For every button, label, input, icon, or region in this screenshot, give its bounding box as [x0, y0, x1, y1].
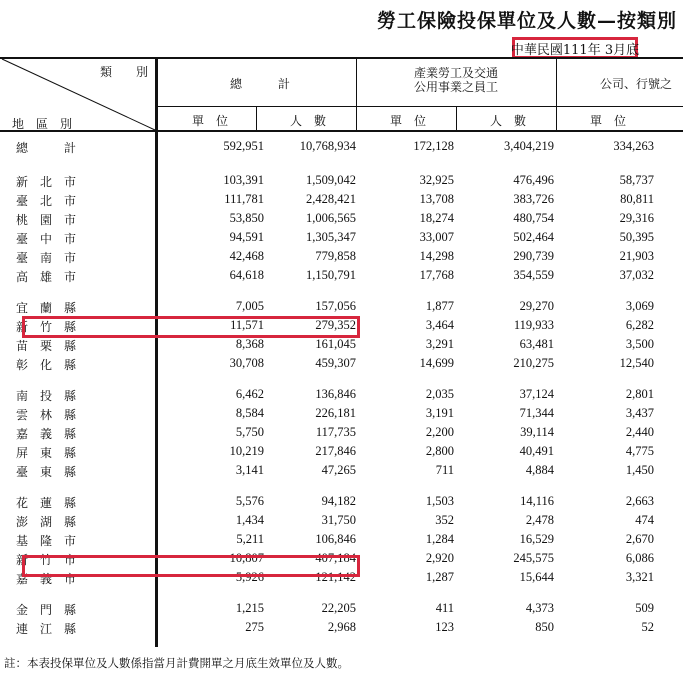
- table-cell: 157,056: [315, 299, 356, 313]
- table-cell: 10,807: [229, 551, 264, 565]
- table-cell: 334,263: [613, 139, 654, 153]
- table-cell: 383,726: [513, 192, 554, 206]
- sub-header-persons: 人 數: [290, 114, 327, 128]
- table-cell: 52: [641, 620, 654, 634]
- table-cell: 2,200: [425, 425, 454, 439]
- table-cell: 53,850: [229, 211, 264, 225]
- table-row: [0, 492, 683, 511]
- table-cell: 94,182: [321, 494, 356, 508]
- table-cell: 352: [435, 513, 454, 527]
- table-cell: 2,670: [625, 532, 654, 546]
- table-cell: 1,434: [235, 513, 264, 527]
- table-cell: 4,373: [525, 601, 554, 615]
- table-cell: 13,708: [419, 192, 454, 206]
- table-cell: 3,500: [625, 337, 654, 351]
- region-label: 臺 東 縣: [16, 465, 77, 479]
- table-cell: 275: [245, 620, 264, 634]
- table-cell: 3,191: [425, 406, 454, 420]
- table-cell: 2,035: [425, 387, 454, 401]
- table-cell: 2,478: [525, 513, 554, 527]
- table-cell: 476,496: [513, 173, 554, 187]
- col-divider: [556, 57, 557, 132]
- table-cell: 14,699: [419, 356, 454, 370]
- table-row: [0, 354, 683, 373]
- region-label: 澎 湖 縣: [16, 515, 77, 529]
- table-cell: 14,116: [520, 494, 554, 508]
- table-cell: 1,215: [235, 601, 264, 615]
- table-cell: 5,576: [235, 494, 264, 508]
- table-cell: 354,559: [513, 268, 554, 282]
- table-cell: 3,321: [625, 570, 654, 584]
- region-label: 臺 南 市: [16, 251, 77, 265]
- table-cell: 63,481: [519, 337, 554, 351]
- table-cell: 117,735: [315, 425, 356, 439]
- table-row: [0, 385, 683, 404]
- table-cell: 7,005: [235, 299, 264, 313]
- table-cell: 161,045: [315, 337, 356, 351]
- table-row: [0, 266, 683, 285]
- table-cell: 10,219: [229, 444, 264, 458]
- table-cell: 8,368: [235, 337, 264, 351]
- table-cell: 1,877: [425, 299, 454, 313]
- table-cell: 21,903: [619, 249, 654, 263]
- table-cell: 779,858: [315, 249, 356, 263]
- table-cell: 1,509,042: [306, 173, 356, 187]
- table-cell: 2,800: [425, 444, 454, 458]
- table-cell: 39,114: [520, 425, 554, 439]
- table-cell: 502,464: [513, 230, 554, 244]
- table-cell: 3,291: [425, 337, 454, 351]
- table-row: [0, 247, 683, 266]
- table-cell: 64,618: [229, 268, 264, 282]
- table-cell: 17,768: [419, 268, 454, 282]
- table-cell: 10,768,934: [299, 139, 356, 153]
- region-label: 臺 北 市: [16, 194, 77, 208]
- table-cell: 711: [435, 463, 454, 477]
- table-cell: 29,316: [619, 211, 654, 225]
- region-label: 高 雄 市: [16, 270, 77, 284]
- table-cell: 22,205: [321, 601, 356, 615]
- table-cell: 6,282: [625, 318, 654, 332]
- table-row: [0, 442, 683, 461]
- table-cell: 2,428,421: [306, 192, 356, 206]
- table-cell: 1,503: [425, 494, 454, 508]
- table-row: [0, 423, 683, 442]
- table-cell: 3,404,219: [504, 139, 554, 153]
- table-cell: 31,750: [321, 513, 356, 527]
- table-cell: 5,750: [235, 425, 264, 439]
- table-cell: 37,124: [519, 387, 554, 401]
- page-title: 勞工保險投保單位及人數—按類別: [376, 10, 677, 32]
- region-label: 嘉 義 縣: [16, 427, 77, 441]
- table-cell: 592,951: [223, 139, 264, 153]
- table-cell: 94,591: [229, 230, 264, 244]
- table-cell: 40,491: [519, 444, 554, 458]
- table-cell: 15,644: [519, 570, 554, 584]
- table-cell: 509: [635, 601, 654, 615]
- table-cell: 1,150,791: [306, 268, 356, 282]
- table-cell: 459,307: [315, 356, 356, 370]
- table-row: [0, 190, 683, 209]
- highlight-hsinchu-county: [22, 316, 360, 338]
- table-cell: 121,142: [315, 570, 356, 584]
- table-cell: 411: [435, 601, 454, 615]
- table-cell: 172,128: [413, 139, 454, 153]
- table-cell: 210,275: [513, 356, 554, 370]
- table-cell: 58,737: [619, 173, 654, 187]
- table-cell: 33,007: [419, 230, 454, 244]
- table-cell: 42,468: [229, 249, 264, 263]
- sub-header-persons: 人 數: [490, 114, 527, 128]
- table-row: [0, 228, 683, 247]
- table-cell: 3,069: [625, 299, 654, 313]
- region-label: 宜 蘭 縣: [16, 301, 77, 315]
- table-cell: 111,781: [224, 192, 264, 206]
- table-row: [0, 461, 683, 480]
- group-header-company: 公司、行號之: [600, 77, 673, 91]
- table-cell: 6,462: [235, 387, 264, 401]
- sub-header-units: 單 位: [390, 114, 427, 128]
- table-row: [0, 137, 683, 156]
- table-cell: 1,006,565: [306, 211, 356, 225]
- table-cell: 1,284: [425, 532, 454, 546]
- table-cell: 8,584: [235, 406, 264, 420]
- table-cell: 279,352: [315, 318, 356, 332]
- table-row: [0, 511, 683, 530]
- region-label: 金 門 縣: [16, 603, 77, 617]
- sub-header-units: 單 位: [590, 114, 627, 128]
- table-cell: 1,305,347: [306, 230, 356, 244]
- region-label: 彰 化 縣: [16, 358, 77, 372]
- table-cell: 5,926: [235, 570, 264, 584]
- table-cell: 136,846: [315, 387, 356, 401]
- table-cell: 226,181: [315, 406, 356, 420]
- table-cell: 106,846: [315, 532, 356, 546]
- region-label: 花 蓮 縣: [16, 496, 77, 510]
- table-cell: 103,391: [223, 173, 264, 187]
- table-cell: 1,287: [425, 570, 454, 584]
- region-label: 臺 中 市: [16, 232, 77, 246]
- table-cell: 29,270: [519, 299, 554, 313]
- table-row: [0, 530, 683, 549]
- table-row: [0, 171, 683, 190]
- table-cell: 30,708: [229, 356, 264, 370]
- table-cell: 4,775: [625, 444, 654, 458]
- table-cell: 12,540: [619, 356, 654, 370]
- region-header: 地 區 別: [12, 117, 73, 131]
- table-cell: 80,811: [620, 192, 654, 206]
- table-cell: 16,529: [519, 532, 554, 546]
- date-label: 中華民國111年 3月底: [512, 37, 638, 59]
- sub-header-units: 單 位: [192, 114, 229, 128]
- table-cell: 3,141: [235, 463, 264, 477]
- region-label: 新 竹 縣: [16, 320, 77, 334]
- table-row: [0, 599, 683, 618]
- region-label: 總 計: [16, 141, 77, 155]
- table-cell: 123: [435, 620, 454, 634]
- table-cell: 480,754: [513, 211, 554, 225]
- region-label: 桃 園 市: [16, 213, 77, 227]
- table-row: [0, 209, 683, 228]
- col-divider: [256, 106, 257, 132]
- table-row: [0, 618, 683, 637]
- table-cell: 4,884: [525, 463, 554, 477]
- table-cell: 3,437: [625, 406, 654, 420]
- group-header-industrial: 產業勞工及交通 公用事業之員工: [414, 66, 499, 94]
- table-row: [0, 404, 683, 423]
- table-cell: 3,464: [425, 318, 454, 332]
- highlight-hsinchu-city: [22, 555, 360, 577]
- footnote: 註：本表投保單位及人數係指當月計費開單之月底生效單位及人數。: [4, 656, 349, 670]
- table-cell: 1,450: [625, 463, 654, 477]
- table-cell: 5,211: [236, 532, 264, 546]
- region-label: 新 竹 市: [16, 553, 77, 567]
- region-label: 嘉 義 市: [16, 572, 77, 586]
- table-cell: 11,571: [230, 318, 264, 332]
- table-cell: 6,086: [625, 551, 654, 565]
- group-header-total: 總 計: [230, 77, 291, 91]
- region-label: 連 江 縣: [16, 622, 77, 636]
- col-divider: [456, 106, 457, 132]
- region-label: 苗 栗 縣: [16, 339, 77, 353]
- table-cell: 474: [635, 513, 654, 527]
- region-label: 新 北 市: [16, 175, 77, 189]
- category-header: 類 別: [100, 65, 149, 79]
- table-cell: 2,801: [625, 387, 654, 401]
- table-cell: 37,032: [619, 268, 654, 282]
- table-cell: 245,575: [513, 551, 554, 565]
- table-cell: 290,739: [513, 249, 554, 263]
- table-cell: 2,440: [625, 425, 654, 439]
- region-label: 雲 林 縣: [16, 408, 77, 422]
- table-cell: 2,968: [327, 620, 356, 634]
- region-label: 南 投 縣: [16, 389, 77, 403]
- table-cell: 2,920: [425, 551, 454, 565]
- table-cell: 14,298: [419, 249, 454, 263]
- table-row: [0, 297, 683, 316]
- region-label: 屏 東 縣: [16, 446, 77, 460]
- header-mid-rule: [155, 106, 683, 107]
- table-cell: 32,925: [419, 173, 454, 187]
- table-cell: 407,184: [315, 551, 356, 565]
- col-divider: [356, 57, 357, 132]
- region-label: 基 隆 市: [16, 534, 77, 548]
- table-cell: 50,395: [619, 230, 654, 244]
- table-cell: 217,846: [315, 444, 356, 458]
- table-cell: 47,265: [321, 463, 356, 477]
- table-cell: 71,344: [519, 406, 554, 420]
- table-cell: 2,663: [625, 494, 654, 508]
- table-cell: 18,274: [419, 211, 454, 225]
- table-cell: 850: [535, 620, 554, 634]
- table-cell: 119,933: [513, 318, 554, 332]
